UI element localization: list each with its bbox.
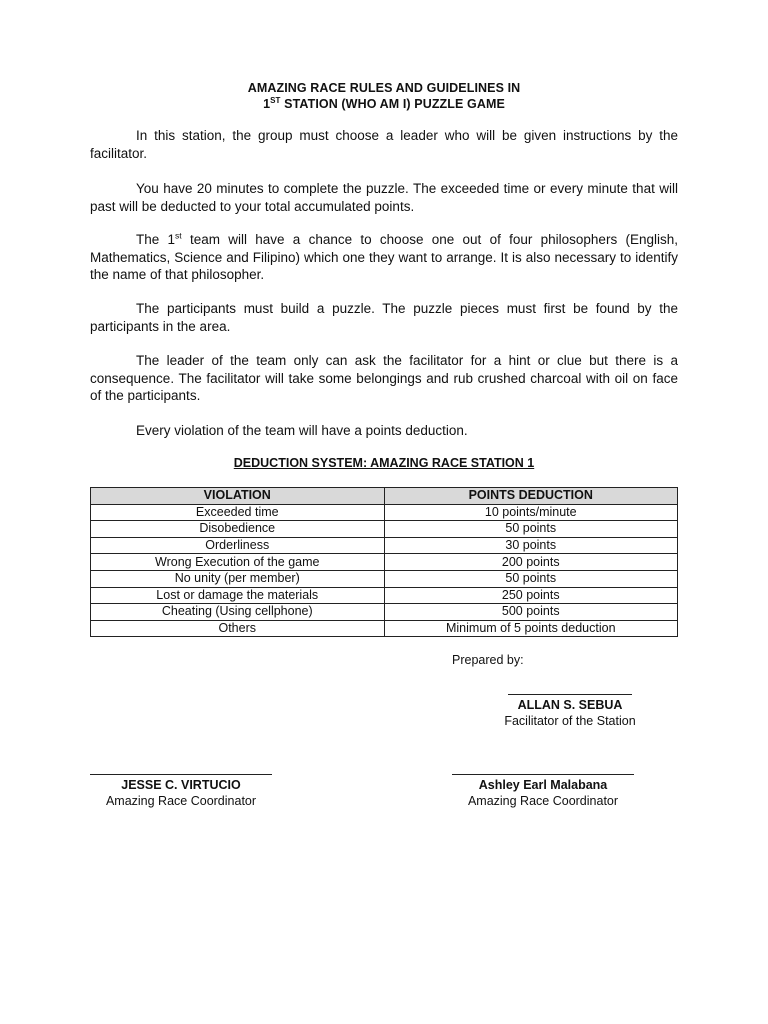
coordinator-right-role: Amazing Race Coordinator [467,794,619,808]
table-row [91,570,678,587]
paragraph-3-text-a: The 1 [136,232,176,247]
header-points-deduction: POINTS DEDUCTION [384,488,678,505]
points-cell: 500 points [384,604,678,621]
table-row [91,521,678,538]
violation-cell: No unity (per member) [91,570,385,587]
signature-line [508,694,632,695]
paragraph-3-text-b: team will have a chance to choose one out of four philosophers (English, Mathematics, Science and Filipino) which one they want to arrange. It is also necessary to identify the name of that philosopher. [90,232,678,282]
points-cell: 50 points [384,570,678,587]
paragraph-3 [90,231,678,284]
deduction-table [90,487,678,637]
points-cell: 50 points [384,521,678,538]
violation-cell: Lost or damage the materials [91,587,385,604]
header-violation: VIOLATION [91,488,385,505]
facilitator-name: ALLAN S. SEBUA [517,698,623,712]
coordinator-left-name: JESSE C. VIRTUCIO [121,778,241,792]
paragraph-4-text: The participants must build a puzzle. The puzzle pieces must first be found by the participants in the area. [90,301,678,334]
signature-coordinator-right [448,774,638,809]
points-cell: 250 points [384,587,678,604]
paragraph-1-text: In this station, the group must choose a leader who will be given instructions by the facilitator. [90,128,678,161]
paragraph-3-sup: st [175,230,182,241]
title-superscript: ST [270,96,281,105]
violation-cell: Cheating (Using cellphone) [91,604,385,621]
paragraph-5 [90,352,678,405]
signature-line [452,774,634,775]
table-row [91,604,678,621]
points-cell: 30 points [384,537,678,554]
table-row [91,587,678,604]
paragraph-2 [90,180,678,215]
violation-cell: Disobedience [91,521,385,538]
violation-cell: Wrong Execution of the game [91,554,385,571]
table-header-row [91,488,678,505]
coordinator-right-name: Ashley Earl Malabana [478,778,608,792]
doc-title-line1: AMAZING RACE RULES AND GUIDELINES IN [247,81,521,95]
deduction-title: DEDUCTION SYSTEM: AMAZING RACE STATION 1 [233,456,535,470]
points-cell: Minimum of 5 points deduction [384,620,678,637]
signature-line [90,774,272,775]
points-cell: 10 points/minute [384,504,678,521]
points-cell: 200 points [384,554,678,571]
paragraph-1 [90,127,678,162]
paragraph-5-text: The leader of the team only can ask the facilitator for a hint or clue but there is a consequence. The facilitator will take some belongings and rub crushed charcoal with oil on face of the participants. [90,353,678,403]
violation-cell: Exceeded time [91,504,385,521]
table-row [91,620,678,637]
prepared-by-label: Prepared by: [452,653,524,667]
table-row [91,554,678,571]
signature-facilitator [492,694,648,729]
paragraph-6-text: Every violation of the team will have a points deduction. [136,423,468,438]
paragraph-2-text: You have 20 minutes to complete the puzzle. The exceeded time or every minute that will past will be deducted to your total accumulated points. [90,181,678,214]
doc-title-line2 [0,96,768,111]
paragraph-4 [90,300,678,335]
violation-cell: Orderliness [91,537,385,554]
signature-coordinator-left [86,774,276,809]
table-row [91,504,678,521]
table-row [91,537,678,554]
coordinator-left-role: Amazing Race Coordinator [105,794,257,808]
title-number: 1 [263,97,271,112]
title-rest: STATION (WHO AM I) PUZZLE GAME [280,97,505,112]
paragraph-6 [90,422,678,440]
violation-cell: Others [91,620,385,637]
facilitator-role: Facilitator of the Station [504,714,636,728]
